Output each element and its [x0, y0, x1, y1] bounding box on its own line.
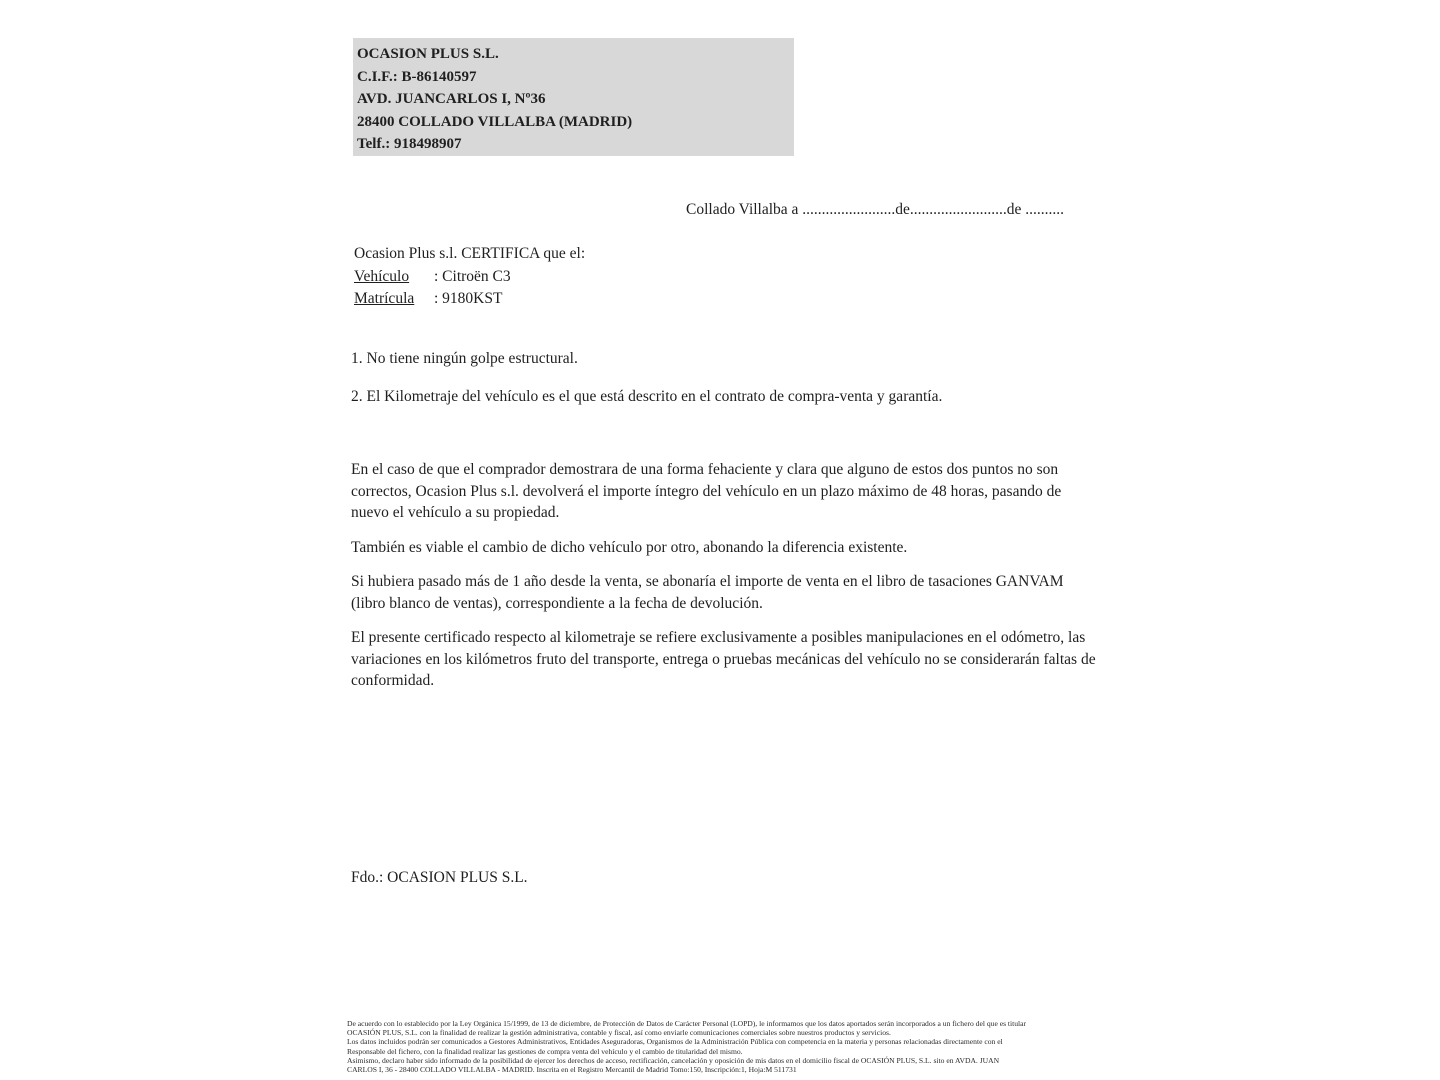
signature-line: Fdo.: OCASION PLUS S.L. [351, 869, 528, 886]
certified-points [351, 348, 942, 407]
company-header-line: OCASION PLUS S.L. [357, 46, 499, 62]
company-header-line: C.I.F.: B-86140597 [357, 68, 477, 85]
body-paragraph: El presente certificado respecto al kilometraje se refiere exclusivamente a posibles manipulaciones en el odómetro, las variaciones en los kilómetros fruto del transporte, entrega o pruebas mecánicas del vehículo no se considerarán faltas de conformidad. [351, 629, 1096, 689]
legal-fineprint-line: Asimismo, declaro haber sido informado de la posibilidad de ejercer los derechos de acceso, rectificación, cancelación y oposición de mis datos en el domicilio fiscal de OCASIÓN PLUS, S.L. sito en AVDA. JUAN [347, 1055, 1000, 1065]
vehicle-label: Vehículo [354, 267, 410, 285]
legal-fineprint-line: CARLOS I, 36 - 28400 COLLADO VILLALBA - MADRID. Inscrita en el Registro Mercantil de Madrid Tomo:150, Inscripción:1, Hoja:M 511731 [347, 1065, 797, 1075]
legal-fineprint-line: Responsable del fichero, con la finalidad realizar las gestiones de compra venta del vehículo y el cambio de titularidad del mismo. [347, 1046, 743, 1056]
body-paragraph: También es viable el cambio de dicho vehículo por otro, abonando la diferencia existente. [351, 538, 908, 556]
date-line: Collado Villalba a ........................de.........................de .......... [686, 201, 1065, 218]
plate-label-wrap [354, 288, 434, 311]
company-header-line: 28400 COLLADO VILLALBA (MADRID) [357, 113, 633, 130]
plate-label: Matrícula [354, 290, 415, 307]
certificate-section [354, 243, 585, 311]
company-header-box [353, 38, 794, 156]
vehicle-value: : Citroën C3 [434, 267, 511, 285]
body-paragraph: Si hubiera pasado más de 1 año desde la venta, se abonaría el importe de venta en el libro de tasaciones GANVAM (libro blanco de ventas), correspondiente a la fecha de devolución. [351, 573, 1064, 612]
body-paragraph: En el caso de que el comprador demostrara de una forma fehaciente y clara que alguno de estos dos puntos no son correctos, Ocasion Plus s.l. devolverá el importe íntegro del vehículo en un plazo máximo de 48 horas, pasando de nuevo el vehículo a su propiedad. [351, 461, 1062, 521]
company-header-line: Telf.: 918498907 [357, 136, 462, 152]
legal-fineprint [347, 1019, 1026, 1074]
certified-point: 1. No tiene ningún golpe estructural. [351, 350, 578, 367]
body-paragraphs [351, 459, 1096, 705]
vehicle-label-wrap [354, 266, 434, 289]
company-header-line: AVD. JUANCARLOS I, Nº36 [357, 91, 546, 107]
legal-fineprint-line: OCASIÓN PLUS, S.L. con la finalidad de realizar la gestión administrativa, contable y fiscal, así como enviarle comunicaciones comerciales sobre nuestros productos y servicios. [347, 1028, 891, 1038]
certified-point: 2. El Kilometraje del vehículo es el que está descrito en el contrato de compra-venta y garantía. [351, 388, 943, 405]
legal-fineprint-line: De acuerdo con lo establecido por la Ley Orgánica 15/1999, de 13 de diciembre, de Protección de Datos de Carácter Personal (LOPD), le informamos que los datos aportados serán incorporados a un fichero del que es titular [347, 1019, 1027, 1028]
certificate-heading: Ocasion Plus s.l. CERTIFICA que el: [354, 245, 586, 262]
vehicle-row [354, 266, 585, 289]
legal-fineprint-line: Los datos incluidos podrán ser comunicados a Gestores Administrativos, Entidades Aseguradoras, Organismos de la Administración Pública con competencia en la materia y personas relacionadas directamente con el [347, 1037, 1003, 1047]
plate-row [354, 288, 585, 311]
plate-value: : 9180KST [434, 290, 503, 307]
